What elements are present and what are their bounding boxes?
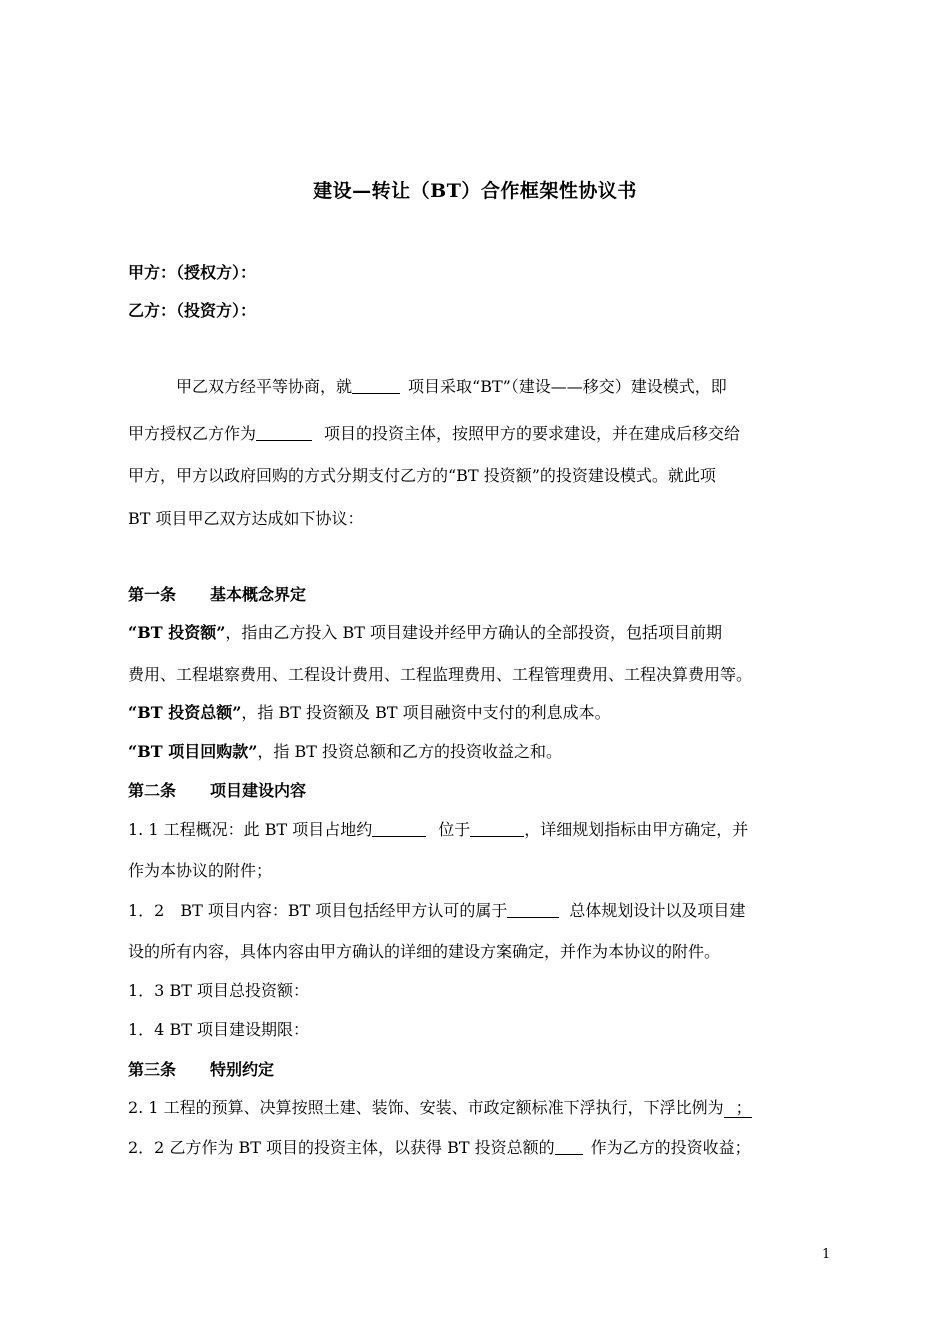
- article-label: 第二条: [128, 781, 177, 800]
- article-title: 基本概念界定: [210, 585, 307, 604]
- blank-field: [470, 820, 524, 837]
- clause-2-1: [128, 1097, 833, 1119]
- defined-term: “BT 投资总额”: [128, 703, 242, 722]
- clause-2-2: [128, 1137, 833, 1159]
- article-label: 第一条: [128, 585, 177, 604]
- clause-1-1-cont: 作为本协议的附件；: [128, 861, 273, 880]
- blank-field: [256, 424, 312, 441]
- clause-1-3: 1．3 BT 项目总投资额：: [128, 981, 309, 1000]
- article-3-heading: [128, 1059, 833, 1081]
- article-1-heading: [128, 584, 833, 606]
- intro-text: 甲方授权乙方作为: [128, 424, 257, 443]
- clause-text: 1．2 BT 项目内容：BT 项目包括经甲方认可的属于: [128, 901, 508, 920]
- definition-1: [128, 622, 833, 644]
- page-number: 1: [822, 1247, 831, 1262]
- clause-text: 作为乙方的投资收益；: [590, 1138, 751, 1157]
- intro-line-2: [128, 423, 833, 445]
- intro-line-3: 甲方，甲方以政府回购的方式分期支付乙方的“BT 投资额”的投资建设模式。就此项: [128, 466, 716, 485]
- clause-1-2: [128, 900, 833, 922]
- defined-term: “BT 投资额”: [128, 623, 226, 642]
- clause-text: 总体规划设计以及项目建: [569, 901, 746, 920]
- blank-field: [507, 901, 559, 918]
- clause-text: 位于: [438, 820, 471, 839]
- intro-text: 甲乙双方经平等协商，就: [176, 377, 353, 396]
- article-title: 特别约定: [210, 1060, 275, 1079]
- definition-3: [128, 741, 833, 763]
- party-b-line: 乙方：（投资方）：: [128, 301, 257, 320]
- article-title: 项目建设内容: [210, 781, 307, 800]
- blank-field: [555, 1138, 583, 1155]
- clause-1-4: 1．4 BT 项目建设期限：: [128, 1020, 309, 1039]
- article-label: 第三条: [128, 1060, 177, 1079]
- intro-line-4: BT 项目甲乙双方达成如下协议：: [128, 509, 364, 528]
- clause-text: 1. 1 工程概况：此 BT 项目占地约: [128, 820, 373, 839]
- definition-text: ，指 BT 投资总额和乙方的投资收益之和。: [257, 742, 563, 761]
- document-title: 建设—转让（BT）合作框架性协议书: [313, 180, 637, 202]
- definition-text: ，指由乙方投入 BT 项目建设并经甲方确认的全部投资，包括项目前期: [225, 623, 723, 642]
- definition-2: [128, 702, 833, 724]
- clause-text: 2．2 乙方作为 BT 项目的投资主体，以获得 BT 投资总额的: [128, 1138, 555, 1157]
- intro-text: 项目采取“BT”（建设——移交）建设模式，即: [408, 377, 727, 396]
- party-a-line: 甲方：（授权方）：: [128, 263, 257, 282]
- clause-1-1: [128, 819, 833, 841]
- blank-field: [352, 377, 400, 394]
- definition-text: ，指 BT 投资额及 BT 项目融资中支付的利息成本。: [241, 703, 611, 722]
- intro-line-1: [176, 376, 881, 398]
- intro-text: 项目的投资主体，按照甲方的要求建设，并在建成后移交给: [324, 424, 741, 443]
- definition-1-cont: 费用、工程堪察费用、工程设计费用、工程监理费用、工程管理费用、工程决算费用等。: [128, 665, 753, 684]
- article-2-heading: [128, 780, 833, 802]
- clause-text: 2. 1 工程的预算、决算按照土建、装饰、安装、市政定额标准下浮执行，下浮比例为: [128, 1098, 724, 1117]
- clause-text: ；: [724, 1098, 752, 1118]
- defined-term: “BT 项目回购款”: [128, 742, 258, 761]
- clause-1-2-cont: 设的所有内容，具体内容由甲方确认的详细的建设方案确定，并作为本协议的附件。: [128, 942, 721, 961]
- blank-field: [372, 820, 426, 837]
- clause-text: ，详细规划指标由甲方确定，并: [524, 820, 749, 839]
